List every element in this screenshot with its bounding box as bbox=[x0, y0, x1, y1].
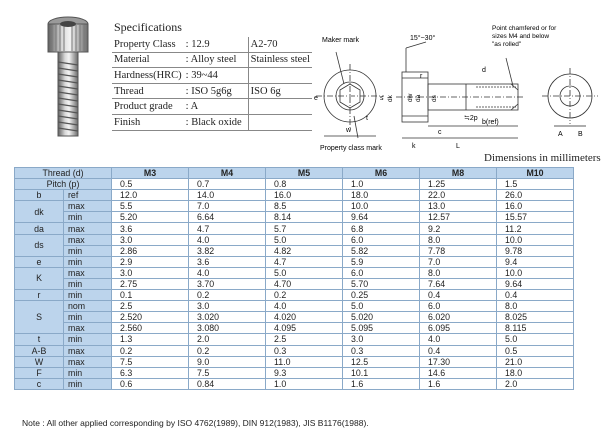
table-row bbox=[15, 201, 574, 212]
size-header: M10 bbox=[497, 168, 574, 179]
specifications-title: Specifications bbox=[114, 20, 182, 34]
maker-mark-label: Maker mark bbox=[322, 37, 359, 44]
param-label: c bbox=[15, 378, 64, 389]
pitch-label: Pitch bbox=[46, 179, 67, 190]
spec-value: : A bbox=[184, 99, 249, 115]
technical-drawing bbox=[306, 8, 606, 158]
pitch-value: 1.0 bbox=[343, 179, 420, 190]
param-label: b bbox=[15, 190, 64, 201]
param-subtype: nom bbox=[64, 301, 112, 312]
param-subtype: max bbox=[64, 356, 112, 367]
table-row bbox=[15, 256, 574, 267]
dim-c-label: c bbox=[438, 129, 442, 136]
table-cell: 4.020 bbox=[266, 312, 343, 323]
table-row bbox=[15, 278, 574, 289]
table-cell: 0.25 bbox=[343, 290, 420, 301]
spec-label: Material bbox=[112, 52, 184, 68]
table-cell: 12.57 bbox=[420, 212, 497, 223]
table-cell: 14.0 bbox=[189, 190, 266, 201]
table-cell: 5.0 bbox=[266, 267, 343, 278]
table-cell: 7.64 bbox=[420, 278, 497, 289]
table-cell: 9.78 bbox=[497, 245, 574, 256]
thread-symbol: (d) bbox=[72, 168, 84, 179]
table-cell: 6.64 bbox=[189, 212, 266, 223]
table-cell: 0.4 bbox=[420, 290, 497, 301]
spec-row bbox=[112, 114, 312, 130]
spec-label: Hardness(HRC) bbox=[112, 68, 184, 84]
table-cell: 8.115 bbox=[497, 323, 574, 334]
table-cell: 0.6 bbox=[112, 378, 189, 389]
table-cell: 6.3 bbox=[112, 367, 189, 378]
table-cell: 0.2 bbox=[189, 345, 266, 356]
pitch-value: 1.25 bbox=[420, 179, 497, 190]
table-row bbox=[15, 378, 574, 389]
pitch-header-cell bbox=[15, 179, 112, 190]
table-cell: 16.0 bbox=[497, 201, 574, 212]
table-row bbox=[15, 323, 574, 334]
dim-t-label: t bbox=[366, 115, 368, 122]
table-cell: 15.57 bbox=[497, 212, 574, 223]
dim-B-label: B bbox=[578, 131, 583, 138]
table-cell: 11.2 bbox=[497, 223, 574, 234]
spec-value: : 39~44 bbox=[184, 68, 249, 84]
thread-header-row bbox=[15, 168, 574, 179]
table-cell: 6.020 bbox=[420, 312, 497, 323]
table-cell: 7.0 bbox=[189, 201, 266, 212]
size-header: M3 bbox=[112, 168, 189, 179]
point-note-line-3: "as rolled" bbox=[492, 41, 522, 48]
param-label: r bbox=[15, 290, 64, 301]
param-subtype: ref bbox=[64, 190, 112, 201]
table-cell: 5.9 bbox=[343, 256, 420, 267]
table-cell: 2.5 bbox=[266, 334, 343, 345]
table-cell: 0.4 bbox=[420, 345, 497, 356]
table-cell: 9.3 bbox=[266, 367, 343, 378]
size-header: M4 bbox=[189, 168, 266, 179]
table-cell: 3.0 bbox=[112, 267, 189, 278]
param-subtype: max bbox=[64, 345, 112, 356]
spec-row bbox=[112, 83, 312, 99]
table-cell: 1.6 bbox=[420, 378, 497, 389]
table-cell: 10.0 bbox=[343, 201, 420, 212]
table-cell: 22.0 bbox=[420, 190, 497, 201]
param-subtype: max bbox=[64, 201, 112, 212]
table-row bbox=[15, 367, 574, 378]
table-row bbox=[15, 301, 574, 312]
spec-label: Property Class bbox=[112, 37, 184, 52]
dim-A-label: A bbox=[558, 131, 563, 138]
table-row bbox=[15, 267, 574, 278]
param-subtype: min bbox=[64, 290, 112, 301]
param-label: e bbox=[15, 256, 64, 267]
footnote: Note : All other applied corresponding by ISO 4762(1989), DIN 912(1983), JIS B1176(1988). bbox=[22, 418, 369, 428]
table-cell: 14.6 bbox=[420, 367, 497, 378]
table-cell: 3.020 bbox=[189, 312, 266, 323]
table-cell: 8.025 bbox=[497, 312, 574, 323]
pitch-value: 0.8 bbox=[266, 179, 343, 190]
specifications-table bbox=[112, 37, 312, 131]
table-cell: 5.70 bbox=[343, 278, 420, 289]
param-label: da bbox=[15, 223, 64, 234]
spec-value: : Black oxide bbox=[184, 114, 249, 130]
table-cell: 8.5 bbox=[266, 201, 343, 212]
table-cell: 3.0 bbox=[189, 301, 266, 312]
table-cell: 2.0 bbox=[189, 334, 266, 345]
table-cell: 9.2 bbox=[420, 223, 497, 234]
param-subtype: min bbox=[64, 278, 112, 289]
table-cell: 8.0 bbox=[420, 234, 497, 245]
spec-label: Product grade bbox=[112, 99, 184, 115]
spec-value: : 12.9 bbox=[184, 37, 249, 52]
table-cell: 5.7 bbox=[266, 223, 343, 234]
point-note-line-1: Point chamfered or for bbox=[492, 25, 557, 32]
table-cell: 1.6 bbox=[343, 378, 420, 389]
param-subtype: min bbox=[64, 256, 112, 267]
table-cell: 21.0 bbox=[497, 356, 574, 367]
pitch-value: 1.5 bbox=[497, 179, 574, 190]
table-cell: 7.5 bbox=[112, 356, 189, 367]
table-cell: 2.520 bbox=[112, 312, 189, 323]
property-class-mark-label: Property class mark bbox=[320, 145, 382, 152]
spec-alt-value bbox=[248, 114, 312, 130]
table-cell: 26.0 bbox=[497, 190, 574, 201]
dim-d-label: d bbox=[482, 67, 486, 74]
table-cell: 0.2 bbox=[266, 290, 343, 301]
dim-da-label: da bbox=[415, 94, 422, 102]
pitch-value: 0.7 bbox=[189, 179, 266, 190]
table-cell: 9.0 bbox=[189, 356, 266, 367]
table-cell: 0.5 bbox=[497, 345, 574, 356]
table-cell: 2.5 bbox=[112, 301, 189, 312]
table-cell: 11.0 bbox=[266, 356, 343, 367]
table-cell: 5.20 bbox=[112, 212, 189, 223]
pitch-value: 0.5 bbox=[112, 179, 189, 190]
table-cell: 10.1 bbox=[343, 367, 420, 378]
table-cell: 2.86 bbox=[112, 245, 189, 256]
bolt-photo bbox=[28, 10, 108, 140]
table-row bbox=[15, 212, 574, 223]
table-cell: 13.0 bbox=[420, 201, 497, 212]
table-cell: 6.0 bbox=[343, 267, 420, 278]
pitch-row bbox=[15, 179, 574, 190]
spec-value: : ISO 5g6g bbox=[184, 83, 249, 99]
param-subtype: min bbox=[64, 334, 112, 345]
table-row bbox=[15, 190, 574, 201]
spec-alt-value bbox=[248, 99, 312, 115]
table-cell: 6.0 bbox=[343, 234, 420, 245]
table-row bbox=[15, 345, 574, 356]
table-cell: 4.82 bbox=[266, 245, 343, 256]
table-cell: 3.0 bbox=[343, 334, 420, 345]
spec-row bbox=[112, 99, 312, 115]
param-subtype: max bbox=[64, 234, 112, 245]
table-cell: 3.6 bbox=[189, 256, 266, 267]
table-cell: 6.8 bbox=[343, 223, 420, 234]
table-cell: 6.0 bbox=[420, 301, 497, 312]
table-cell: 17.30 bbox=[420, 356, 497, 367]
param-label: t bbox=[15, 334, 64, 345]
table-cell: 0.3 bbox=[343, 345, 420, 356]
table-cell: 0.3 bbox=[266, 345, 343, 356]
table-cell: 2.0 bbox=[497, 378, 574, 389]
table-cell: 10.0 bbox=[497, 234, 574, 245]
param-subtype: min bbox=[64, 245, 112, 256]
table-row bbox=[15, 356, 574, 367]
param-subtype: max bbox=[64, 267, 112, 278]
table-cell: 5.82 bbox=[343, 245, 420, 256]
param-label: ds bbox=[15, 234, 64, 256]
table-cell: 4.70 bbox=[266, 278, 343, 289]
table-cell: 4.7 bbox=[266, 256, 343, 267]
dim-b-label: b(ref) bbox=[482, 119, 499, 126]
table-cell: 1.0 bbox=[266, 378, 343, 389]
param-label: K bbox=[15, 267, 64, 289]
dim-w-label: w bbox=[346, 127, 352, 134]
table-cell: 3.6 bbox=[112, 223, 189, 234]
table-cell: 3.0 bbox=[112, 234, 189, 245]
dim-dw-label: dw bbox=[407, 93, 414, 102]
spec-alt-value: A2-70 bbox=[248, 37, 312, 52]
dimensions-unit-note: Dimensions in millimeters bbox=[484, 152, 601, 164]
param-subtype: min bbox=[64, 367, 112, 378]
table-cell: 4.0 bbox=[189, 267, 266, 278]
spec-alt-value bbox=[248, 68, 312, 84]
table-cell: 10.0 bbox=[497, 267, 574, 278]
table-cell: 12.0 bbox=[112, 190, 189, 201]
table-cell: 4.0 bbox=[420, 334, 497, 345]
table-cell: 4.0 bbox=[266, 301, 343, 312]
param-label: A-B bbox=[15, 345, 64, 356]
table-cell: 7.78 bbox=[420, 245, 497, 256]
dim-L-label: L bbox=[456, 143, 460, 150]
table-cell: 12.5 bbox=[343, 356, 420, 367]
table-row bbox=[15, 312, 574, 323]
spec-label: Thread bbox=[112, 83, 184, 99]
table-cell: 3.82 bbox=[189, 245, 266, 256]
table-cell: 8.0 bbox=[497, 301, 574, 312]
table-cell: 16.0 bbox=[266, 190, 343, 201]
table-cell: 4.7 bbox=[189, 223, 266, 234]
table-cell: 18.0 bbox=[343, 190, 420, 201]
dim-e-label: e bbox=[314, 95, 318, 102]
dim-r-label: r bbox=[420, 73, 423, 80]
size-header: M5 bbox=[266, 168, 343, 179]
table-cell: 2.75 bbox=[112, 278, 189, 289]
table-row bbox=[15, 223, 574, 234]
spec-alt-value: ISO 6g bbox=[248, 83, 312, 99]
table-cell: 9.64 bbox=[497, 278, 574, 289]
spec-row bbox=[112, 52, 312, 68]
param-label: F bbox=[15, 367, 64, 378]
thread-header-cell bbox=[15, 168, 112, 179]
table-cell: 5.0 bbox=[266, 234, 343, 245]
table-cell: 4.095 bbox=[266, 323, 343, 334]
table-cell: 4.0 bbox=[189, 234, 266, 245]
thread-label: Thread bbox=[42, 168, 71, 179]
dimensions-table bbox=[14, 167, 574, 390]
spec-row bbox=[112, 37, 312, 52]
table-cell: 0.2 bbox=[189, 290, 266, 301]
table-cell: 5.020 bbox=[343, 312, 420, 323]
table-row bbox=[15, 290, 574, 301]
table-cell: 3.080 bbox=[189, 323, 266, 334]
param-subtype: min bbox=[64, 212, 112, 223]
spec-alt-value: Stainless steel bbox=[248, 52, 312, 68]
dim-k-label: k bbox=[412, 143, 416, 150]
table-cell: 8.0 bbox=[420, 267, 497, 278]
dim-ds-label: ds bbox=[431, 95, 438, 102]
table-cell: 18.0 bbox=[497, 367, 574, 378]
table-cell: 5.5 bbox=[112, 201, 189, 212]
table-cell: 1.3 bbox=[112, 334, 189, 345]
table-row bbox=[15, 245, 574, 256]
dim-dk-label: dk bbox=[387, 95, 394, 102]
size-header: M6 bbox=[343, 168, 420, 179]
table-cell: 0.2 bbox=[112, 345, 189, 356]
table-cell: 3.70 bbox=[189, 278, 266, 289]
table-cell: 0.4 bbox=[497, 290, 574, 301]
table-cell: 5.095 bbox=[343, 323, 420, 334]
point-note-line-2: sizes M4 and below bbox=[492, 33, 550, 40]
table-cell: 2.560 bbox=[112, 323, 189, 334]
param-subtype: max bbox=[64, 323, 112, 334]
table-cell: 8.14 bbox=[266, 212, 343, 223]
table-cell: 5.0 bbox=[497, 334, 574, 345]
dim-s-label: s bbox=[380, 95, 384, 102]
param-subtype: min bbox=[64, 312, 112, 323]
table-cell: 7.5 bbox=[189, 367, 266, 378]
table-cell: 5.0 bbox=[343, 301, 420, 312]
table-cell: 6.095 bbox=[420, 323, 497, 334]
param-label: dk bbox=[15, 201, 64, 223]
table-cell: 9.4 bbox=[497, 256, 574, 267]
table-row bbox=[15, 334, 574, 345]
table-cell: 7.0 bbox=[420, 256, 497, 267]
spec-label: Finish bbox=[112, 114, 184, 130]
param-label: S bbox=[15, 301, 64, 334]
table-cell: 2.9 bbox=[112, 256, 189, 267]
param-subtype: max bbox=[64, 223, 112, 234]
param-label: W bbox=[15, 356, 64, 367]
angle-label: 15°~30° bbox=[410, 35, 436, 42]
param-subtype: min bbox=[64, 378, 112, 389]
dim-2p-label: ≒2p bbox=[464, 115, 478, 122]
table-cell: 9.64 bbox=[343, 212, 420, 223]
spec-row bbox=[112, 68, 312, 84]
size-header: M8 bbox=[420, 168, 497, 179]
spec-value: : Alloy steel bbox=[184, 52, 249, 68]
table-cell: 0.84 bbox=[189, 378, 266, 389]
table-cell: 0.1 bbox=[112, 290, 189, 301]
pitch-symbol: (p) bbox=[68, 179, 80, 190]
table-row bbox=[15, 234, 574, 245]
